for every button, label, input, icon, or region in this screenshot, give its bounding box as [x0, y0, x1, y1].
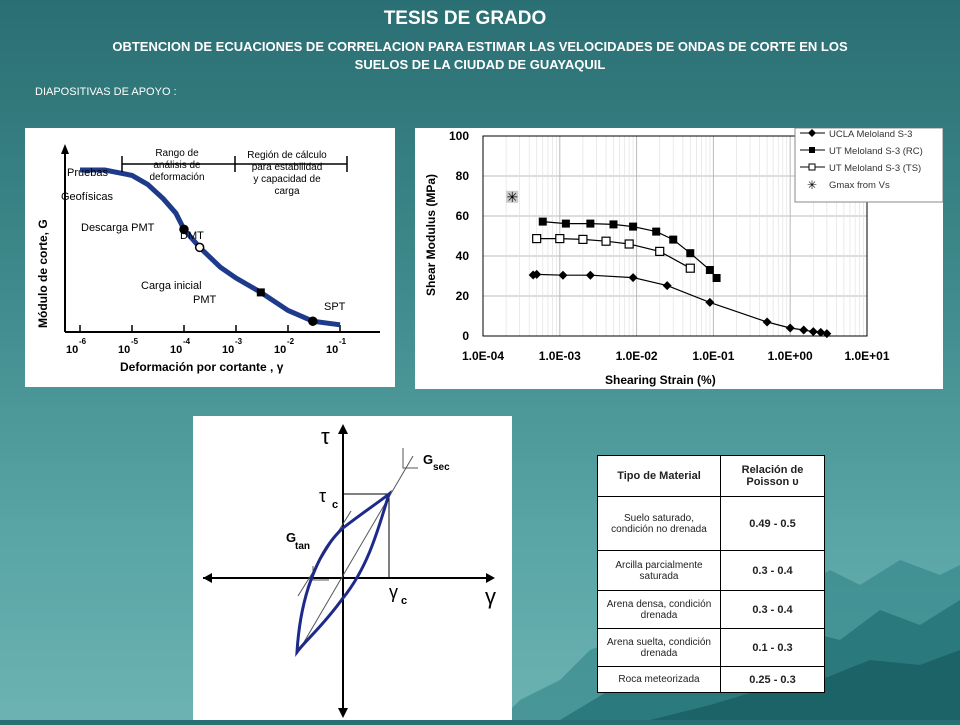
chart2-point — [663, 281, 672, 290]
table-cell-material: Suelo saturado, condición no drenada — [598, 497, 721, 551]
chart1-ann-region3: y capacidad de — [253, 174, 321, 185]
chart1-x-tick-label: 10 — [222, 344, 235, 356]
chart2-point — [586, 271, 595, 280]
chart2-point — [786, 324, 795, 333]
chart1-ylabel: Módulo de corte, G — [36, 219, 50, 328]
chart1-x-tick-label: 10 — [66, 344, 79, 356]
chart1-ann-region4: carga — [274, 186, 300, 197]
chart2-x-tick-label: 1.0E+00 — [767, 349, 813, 363]
chart1-ann-pruebas: Pruebas — [67, 167, 108, 179]
table-row — [598, 667, 825, 693]
tau-c-label: τ — [319, 486, 327, 506]
chart2-point — [669, 236, 677, 244]
chart2-point — [686, 264, 694, 272]
chart1-ann-region2: para estabilidad — [251, 162, 323, 173]
gamma-label: γ — [485, 584, 496, 609]
chart1-marker — [257, 288, 265, 296]
chart2-point — [656, 247, 664, 255]
chart1-xlabel: Deformación por cortante , γ — [120, 360, 284, 374]
table-cell-value: 0.25 - 0.3 — [721, 667, 825, 693]
chart1-ann-rango2: análisis de — [153, 160, 201, 171]
chart2-ylabel: Shear Modulus (MPa) — [424, 173, 438, 296]
chart2-point — [625, 240, 633, 248]
gamma-c-label: γ — [389, 582, 398, 602]
table-row — [598, 497, 825, 551]
chart2-point — [579, 235, 587, 243]
chart2-point — [652, 228, 660, 236]
col-header-material: Tipo de Material — [598, 456, 721, 497]
chart1-ann-rango3: deformación — [149, 172, 205, 183]
chart2-x-tick-label: 1.0E-02 — [615, 349, 658, 363]
chart1-ann-geofisicas: Geofísicas — [61, 191, 113, 203]
legend-marker-square — [809, 147, 815, 153]
table-cell-material: Arcilla parcialmente saturada — [598, 551, 721, 591]
chart2-point — [562, 220, 570, 228]
chart2-point — [822, 329, 831, 338]
table-header-row — [598, 456, 825, 497]
chart1-ann-spt: SPT — [324, 301, 346, 313]
table-cell-value: 0.49 - 0.5 — [721, 497, 825, 551]
chart1-x-tick-label: 10 — [326, 344, 339, 356]
chart2-y-tick-label: 100 — [448, 129, 469, 143]
g-tan-sub: tan — [295, 541, 310, 552]
chart1-ann-carga: Carga inicial — [141, 280, 202, 292]
tau-label: τ — [321, 424, 330, 449]
slides-label: DIAPOSITIVAS DE APOYO : — [35, 86, 177, 98]
chart1-marker — [196, 243, 204, 251]
legend-marker-open-square — [809, 164, 815, 170]
table-row — [598, 629, 825, 667]
chart1-ann-dmt: DMT — [180, 230, 204, 242]
legend-entry-4: Gmax from Vs — [829, 180, 890, 191]
chart2-y-tick-label: 40 — [455, 249, 469, 263]
chart2-point — [799, 326, 808, 335]
chart2-point — [533, 235, 541, 243]
chart2-xlabel: Shearing Strain (%) — [605, 373, 716, 387]
chart1-x-tick-label: 10 — [118, 344, 131, 356]
chart2-point — [686, 249, 694, 257]
chart3-svg — [193, 416, 512, 720]
table-cell-value: 0.1 - 0.3 — [721, 629, 825, 667]
chart1-ann-descarga: Descarga PMT — [81, 222, 155, 234]
chart2-point — [586, 220, 594, 228]
chart2-point — [602, 237, 610, 245]
chart1-x-tick-exp: -1 — [339, 337, 347, 346]
chart2-point — [629, 223, 637, 231]
shear-modulus-degradation-chart — [25, 128, 395, 387]
page-subtitle — [15, 38, 945, 74]
chart2-y-tick-label: 0 — [462, 329, 469, 343]
col-header-poisson: Relación de Poisson υ — [721, 456, 825, 497]
chart2-x-tick-label: 1.0E-01 — [692, 349, 735, 363]
chart2-y-tick-label: 20 — [455, 289, 469, 303]
chart2-point: ✳ — [506, 188, 519, 205]
chart2-point — [763, 318, 772, 327]
chart2-svg — [415, 128, 943, 389]
chart2-legend — [795, 128, 943, 202]
chart1-ann-pmt: PMT — [193, 294, 217, 306]
chart2-point — [539, 218, 547, 226]
table-cell-value: 0.3 - 0.4 — [721, 551, 825, 591]
gamma-c-sub: c — [401, 595, 408, 607]
shear-modulus-vs-strain-chart — [415, 128, 943, 389]
subtitle-line-1: OBTENCION DE ECUACIONES DE CORRELACION PARA ESTIMAR LAS VELOCIDADES DE ONDAS DE CORTE EN LOS — [112, 39, 848, 54]
chart1-x-tick-exp: -2 — [287, 337, 295, 346]
chart1-marker — [309, 317, 317, 325]
chart2-x-tick-label: 1.0E+01 — [844, 349, 890, 363]
chart2-point — [809, 327, 818, 336]
chart2-y-tick-label: 80 — [455, 169, 469, 183]
g-tan-label: G — [286, 530, 297, 545]
chart2-x-tick-label: 1.0E-04 — [461, 349, 505, 363]
legend-marker-star: ✳ — [807, 178, 818, 192]
g-sec-sub: sec — [433, 462, 450, 473]
chart1-x-tick-label: 10 — [170, 344, 183, 356]
table-cell-material: Roca meteorizada — [598, 667, 721, 693]
page-title: TESIS DE GRADO — [383, 8, 547, 29]
chart1-x-tick-label: 10 — [274, 344, 287, 356]
chart2-x-tick-label: 1.0E-03 — [538, 349, 581, 363]
table-cell-value: 0.3 - 0.4 — [721, 591, 825, 629]
table-row — [598, 551, 825, 591]
chart1-svg — [25, 128, 395, 387]
chart1-x-tick-exp: -5 — [131, 337, 139, 346]
chart1-x-tick-exp: -6 — [79, 337, 87, 346]
table-row — [598, 591, 825, 629]
legend-entry-3: UT Meloland S-3 (TS) — [829, 163, 922, 174]
poisson-ratio-table — [597, 455, 825, 693]
tau-c-sub: c — [332, 499, 339, 511]
chart2-point — [556, 235, 564, 243]
chart1-ann-region1: Región de cálculo — [247, 150, 327, 161]
subtitle-line-2: SUELOS DE LA CIUDAD DE GUAYAQUIL — [354, 57, 606, 72]
chart1-x-tick-exp: -4 — [183, 337, 191, 346]
chart2-y-tick-label: 60 — [455, 209, 469, 223]
chart2-point — [609, 220, 617, 228]
hysteresis-loop-diagram — [193, 416, 512, 720]
legend-entry-1: UCLA Meloland S-3 — [829, 129, 913, 140]
chart1-x-tick-exp: -3 — [235, 337, 243, 346]
chart2-point — [706, 266, 714, 274]
chart2-point — [713, 274, 721, 282]
g-sec-label: G — [423, 452, 434, 467]
table-cell-material: Arena suelta, condición drenada — [598, 629, 721, 667]
secant-line — [297, 456, 413, 654]
table-cell-material: Arena densa, condición drenada — [598, 591, 721, 629]
chart1-ann-rango1: Rango de — [155, 148, 199, 159]
chart1-y-arrow — [61, 144, 69, 154]
secant-triangle — [403, 448, 418, 468]
legend-entry-2: UT Meloland S-3 (RC) — [829, 146, 923, 157]
